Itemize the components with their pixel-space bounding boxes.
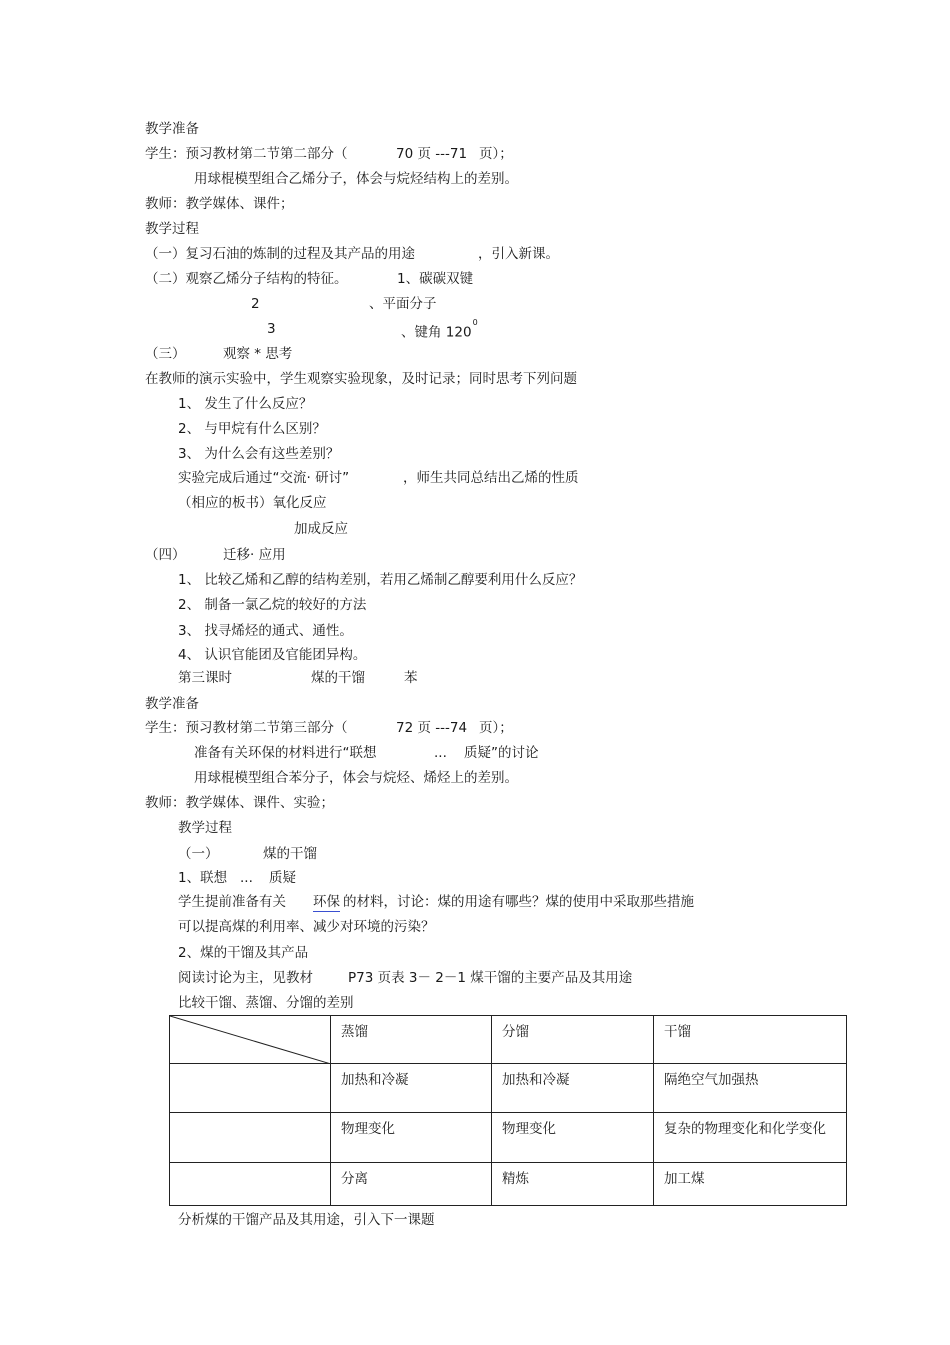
header-cell: 分馏 (492, 1016, 654, 1064)
table-cell: 精炼 (492, 1163, 654, 1206)
comparison-table (169, 1015, 847, 1206)
table-row (170, 1064, 847, 1113)
table-cell: 隔绝空气加强热 (654, 1064, 847, 1113)
header-cell: 干馏 (654, 1016, 847, 1064)
table-row (170, 1163, 847, 1206)
table-header-row (170, 1016, 847, 1064)
table-cell: 物理变化 (492, 1113, 654, 1163)
row-label-cell (170, 1163, 331, 1206)
row-label-cell (170, 1113, 331, 1163)
table-cell: 复杂的物理变化和化学变化 (654, 1113, 847, 1163)
table-cell: 加热和冷凝 (492, 1064, 654, 1113)
diagonal-line (170, 1016, 331, 1064)
table-cell: 物理变化 (331, 1113, 492, 1163)
table-cell: 加工煤 (654, 1163, 847, 1206)
table-cell: 分离 (331, 1163, 492, 1206)
row-label-cell (170, 1064, 331, 1113)
table-cell: 加热和冷凝 (331, 1064, 492, 1113)
diagonal-header-cell (170, 1016, 331, 1064)
table-row (170, 1113, 847, 1163)
header-cell: 蒸馏 (331, 1016, 492, 1064)
